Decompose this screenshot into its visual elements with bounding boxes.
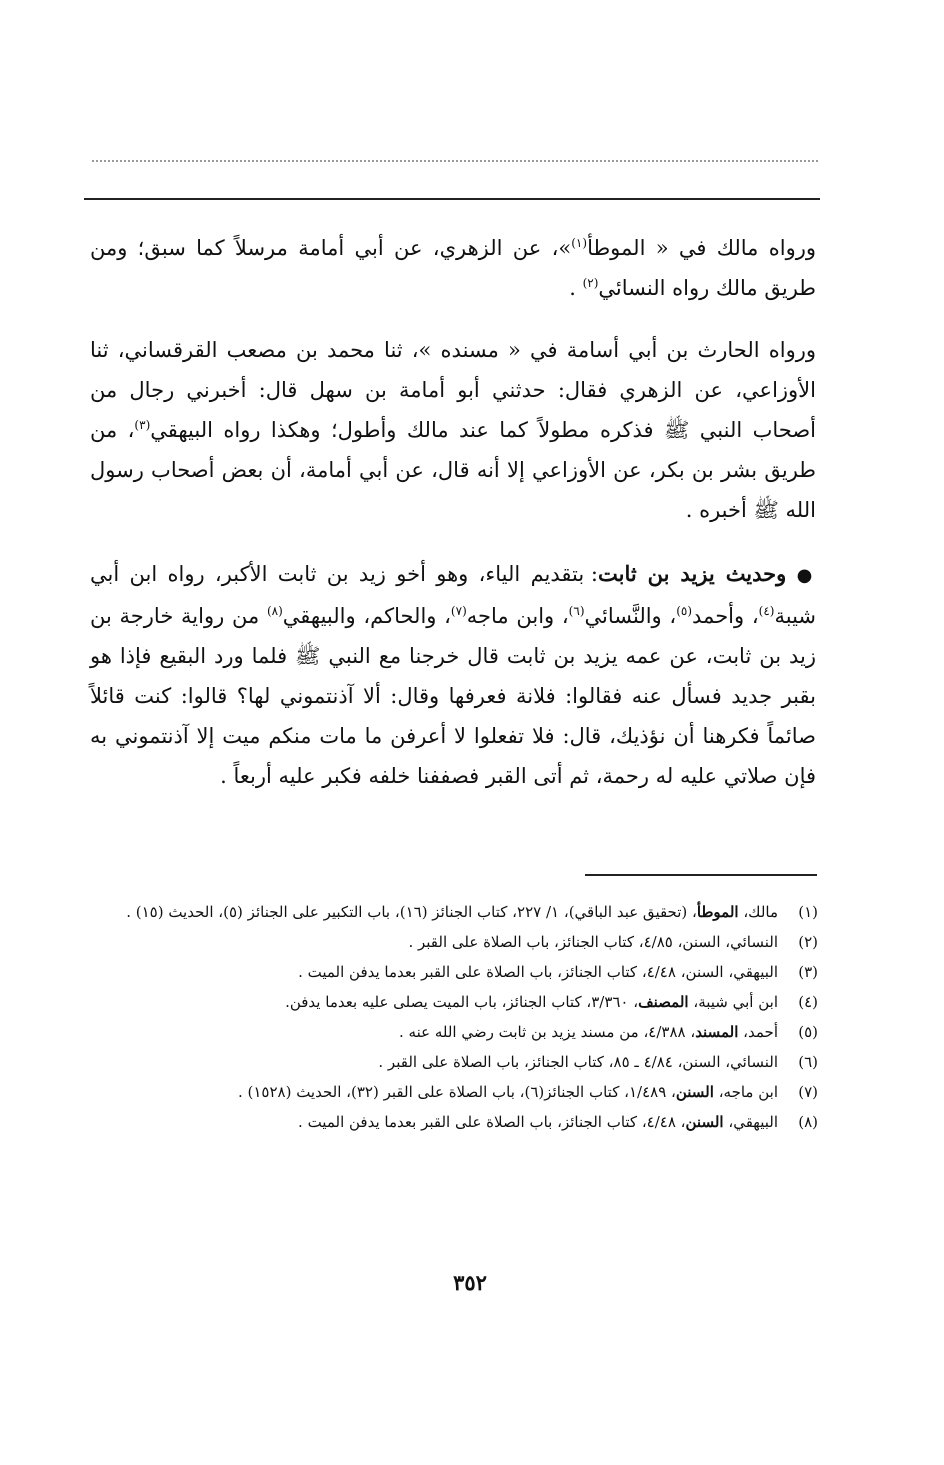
footnote-title: المصنف: [638, 993, 689, 1011]
footnote-title: المسند: [695, 1023, 739, 1041]
footnote-text-part: ابن أبي شيبة،: [688, 993, 778, 1011]
footnote-item: [90, 987, 818, 1017]
footnote-title: السنن: [675, 1083, 714, 1101]
footnote-number: (٣): [798, 963, 818, 981]
footnote-number: (١): [798, 903, 818, 921]
footnote-item: [90, 1017, 818, 1047]
paragraph-harith: [90, 330, 816, 530]
paragraph-text: ، وأحمد: [692, 604, 759, 628]
paragraph-text: من رواية خارجة بن زيد بن ثابت، عن عمه يزيد بن ثابت قال خرجنا مع النبي ﷺ فلما ورد البقيع فإذا هو بقبر جديد فسأل عنه فقالوا: فلانة فعرفها وقال: ألا آذنتموني لها؟ قالوا: كنت قائلاً صائماً فكرهنا أن نؤذيك، قال: فلا تفعلوا لا أعرفن ما مات منكم ميت إلا آذنتموني به فإن صلاتي عليه له رحمة، ثم أتى القبر فصففنا خلفه فكبر عليه أربعاً .: [90, 604, 816, 788]
footnote-title: السنن: [685, 1113, 724, 1131]
paragraph-text: : بتقديم الياء، وهو أخو زيد بن ثابت الأكبر، رواه ابن أبي شيبة: [90, 562, 817, 628]
footnote-number: (٦): [798, 1053, 818, 1071]
page-number: ٣٥٢: [453, 1270, 487, 1295]
footnote-text-part: ، (تحقيق عبد الباقي)، ١/ ٢٢٧، كتاب الجنائز (١٦)، باب التكبير على الجنائز (٥)، الحديث (١٥) .: [126, 903, 697, 921]
paragraph-text: ، والنَّسائي: [584, 604, 677, 628]
footnote-text-part: النسائي، السنن، ٤/٨٥، كتاب الجنائز، باب الصلاة على القبر .: [408, 933, 778, 951]
section-lead: وحديث يزيد بن ثابت: [597, 561, 787, 586]
footnote-text: [90, 1077, 778, 1107]
footnote-number: (٨): [798, 1113, 818, 1131]
footnote-ref: (٦): [568, 604, 585, 618]
footnote-ref: (٧): [450, 604, 467, 618]
footnote-number: (٢): [798, 933, 818, 951]
footnote-text-part: ، ٣/٣٦٠، كتاب الجنائز، باب الميت يصلى عليه بعدما يدفن.: [285, 993, 639, 1011]
footnote-text-part: البيهقي،: [723, 1113, 778, 1131]
footnote-text: [90, 1107, 778, 1137]
footnote-number: (٥): [798, 1023, 818, 1041]
footnote-item: [90, 1047, 818, 1077]
footnote-item: [90, 957, 818, 987]
footnote-item: [90, 897, 818, 927]
paragraph-text: .: [569, 276, 583, 300]
paragraph-text: ، من طريق بشر بن بكر، عن الأوزاعي إلا أنه قال، عن أبي أمامة، أن بعض أصحاب رسول الله ﷺ أخبره .: [90, 418, 816, 522]
header-dotted-rule: [92, 160, 818, 162]
paragraph-text: ورواه مالك في « الموطأ: [587, 236, 816, 260]
footnote-ref: (١): [571, 236, 588, 250]
footnote-title: الموطأ: [696, 903, 739, 921]
footnote-item: [90, 1107, 818, 1137]
paragraph-yazid: [90, 554, 816, 796]
paragraph-text: ، والحاكم، والبيهقي: [282, 604, 451, 628]
footnote-text: [90, 897, 778, 927]
main-text: [90, 228, 816, 818]
footnote-text-part: البيهقي، السنن، ٤/٤٨، كتاب الجنائز، باب الصلاة على القبر بعدما يدفن الميت .: [298, 963, 778, 981]
footnote-text: [90, 1047, 778, 1077]
footnote-ref: (٨): [266, 604, 283, 618]
footnotes: [90, 897, 818, 1137]
footnote-text-part: مالك،: [738, 903, 778, 921]
footnote-ref: (٣): [134, 418, 151, 432]
footnote-text: [90, 927, 778, 957]
bullet-icon: ●: [796, 565, 816, 586]
footnote-text: [90, 1017, 778, 1047]
footnote-text: [90, 987, 778, 1017]
paragraph-text: »، عن الزهري، عن أبي أمامة مرسلاً كما سبق؛ ومن طريق مالك رواه النسائي: [90, 236, 816, 300]
footnote-separator: [585, 874, 817, 876]
footnote-ref: (٤): [758, 604, 775, 618]
paragraph-malik: [90, 228, 816, 308]
footnote-text-part: ، ٤/٣٨٨، من مسند يزيد بن ثابت رضي الله عنه .: [399, 1023, 696, 1041]
paragraph-text: ، وابن ماجه: [466, 604, 569, 628]
footnote-text-part: أحمد،: [738, 1023, 778, 1041]
footnote-ref: (٢): [582, 276, 599, 290]
footnote-text: [90, 957, 778, 987]
footnote-text-part: ، ٤/٤٨، كتاب الجنائز، باب الصلاة على القبر بعدما يدفن الميت .: [298, 1113, 686, 1131]
footnote-item: [90, 927, 818, 957]
header-rule: [84, 198, 820, 200]
footnote-number: (٧): [798, 1083, 818, 1101]
footnote-item: [90, 1077, 818, 1107]
footnote-text-part: ، ١/٤٨٩، كتاب الجنائز(٦)، باب الصلاة على القبر (٣٢)، الحديث (١٥٢٨) .: [237, 1083, 676, 1101]
footnote-ref: (٥): [676, 604, 693, 618]
footnote-number: (٤): [798, 993, 818, 1011]
footnote-text-part: النسائي، السنن، ٤/٨٤ ـ ٨٥، كتاب الجنائز، باب الصلاة على القبر .: [378, 1053, 778, 1071]
footnote-text-part: ابن ماجه،: [713, 1083, 778, 1101]
paragraph-text: ورواه الحارث بن أبي أسامة في « مسنده »، ثنا محمد بن مصعب القرقساني، ثنا الأوزاعي، عن الزهري فقال: حدثني أبو أمامة بن سهل قال: أخبرني رجال من أصحاب النبي ﷺ فذكره مطولاً كما عند مالك وأطول؛ وهكذا رواه البيهقي: [90, 338, 816, 442]
